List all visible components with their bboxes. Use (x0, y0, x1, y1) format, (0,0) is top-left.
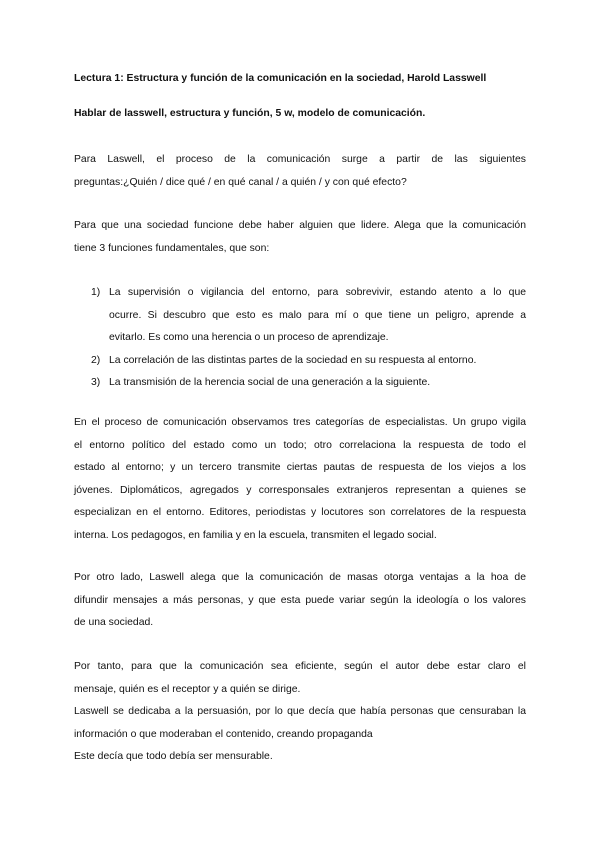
paragraph-line: Laswell se dedicaba a la persuasión, por lo que decía que había personas que censuraban la (74, 706, 526, 717)
document-title: Lectura 1: Estructura y función de la comunicación en la sociedad, Harold Lasswell (74, 73, 487, 84)
list-item-line: La transmisión de la herencia social de una generación a la siguiente. (109, 377, 431, 388)
paragraph-persuasion (74, 701, 526, 746)
functions-list (74, 282, 526, 395)
document-subtitle: Hablar de lasswell, estructura y función, 5 w, modelo de comunicación. (74, 108, 426, 119)
paragraph-line: Para que una sociedad funcione debe haber alguien que lidere. Alega que la comunicación (74, 220, 526, 231)
paragraph-funciones (74, 215, 526, 260)
paragraph-line: el entorno político del estado como un todo; otro correlaciona la respuesta de todo el (74, 439, 526, 451)
paragraph-line: estado al entorno; y un tercero transmite ciertas pautas de respuesta de los viejos a los (74, 462, 526, 473)
list-item (74, 372, 526, 395)
list-item-line: La supervisión o vigilancia del entorno, para sobrevivir, estando atento a lo que (109, 287, 526, 298)
paragraph-line: información o que moderaban el contenido, creando propaganda (74, 728, 373, 740)
paragraph-line: preguntas:¿Quién / dice qué / en qué canal / a quién / y con qué efecto? (74, 176, 407, 188)
list-item-number: 1) (91, 287, 101, 298)
paragraph-mensurable: Este decía que todo debía ser mensurable. (74, 751, 273, 762)
paragraph-eficiencia (74, 656, 526, 701)
paragraph-preguntas (74, 149, 526, 194)
paragraph-masas (74, 567, 526, 635)
list-item-line: ocurre. Si descubro que esto es malo para mí o que tiene un peligro, aprende a (109, 309, 526, 321)
list-item (74, 350, 526, 373)
paragraph-line: especializan en el entorno. Editores, periodistas y locutores son correlatores de la respuesta (74, 507, 526, 518)
paragraph-line: Para Laswell, el proceso de la comunicación surge a partir de las siguientes (74, 154, 526, 165)
list-item (74, 282, 526, 350)
paragraph-line: interna. Los pedagogos, en familia y en la escuela, transmiten el legado social. (74, 529, 437, 541)
list-item-number: 2) (91, 354, 101, 366)
list-item-line: evitarlo. Es como una herencia o un proceso de aprendizaje. (109, 332, 389, 343)
paragraph-line: difundir mensajes a más personas, y que esta puede variar según la ideología o los valores (74, 594, 526, 606)
paragraph-line: En el proceso de comunicación observamos tres categorías de especialistas. Un grupo vigila (74, 417, 526, 428)
paragraph-especialistas (74, 412, 526, 547)
paragraph-line: mensaje, quién es el receptor y a quién se dirige. (74, 683, 301, 695)
paragraph-line: de una sociedad. (74, 617, 154, 628)
paragraph-line: tiene 3 funciones fundamentales, que son: (74, 242, 270, 254)
list-item-number: 3) (91, 377, 101, 388)
paragraph-line: jóvenes. Diplomáticos, agregados y corresponsales extranjeros representan a quienes se (74, 484, 526, 496)
list-item-line: La correlación de las distintas partes de la sociedad en su respuesta al entorno. (109, 354, 477, 366)
paragraph-line: Por otro lado, Laswell alega que la comunicación de masas otorga ventajas a la hoa de (74, 572, 526, 583)
paragraph-line: Por tanto, para que la comunicación sea eficiente, según el autor debe estar claro el (74, 661, 526, 672)
